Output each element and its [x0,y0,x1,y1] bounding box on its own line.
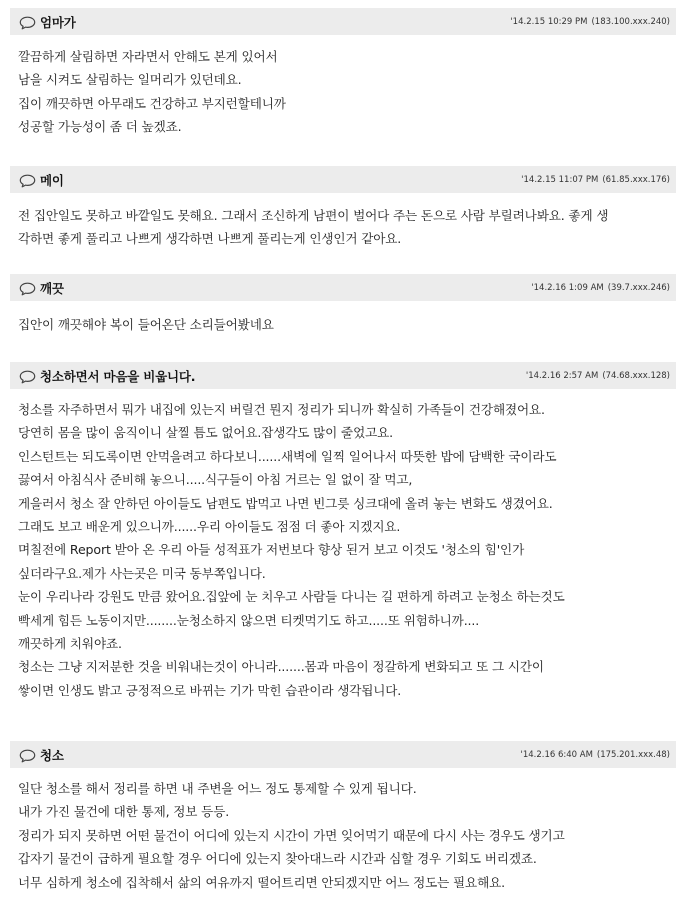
comment-text-line: 당연히 몸을 많이 움직이니 살찔 틈도 없어요.잡생각도 많이 줄었고요. [18,425,393,441]
comment-text-line: 깨끗하게 치워야죠. [18,636,122,652]
comment-author[interactable]: 엄마가 [40,14,76,30]
comment-text-line: 빡세게 힘든 노동이지만........눈청소하지 않으면 티켓먹기도 하고.....또 위험하니까.... [18,612,480,628]
comment-body [10,768,676,894]
comment-item [10,362,676,737]
comment-date: '14.2.16 1:09 AM [531,282,604,293]
comment-meta [526,371,676,381]
comment-header [10,741,676,768]
speech-bubble-icon [19,15,36,29]
comment-date: '14.2.16 6:40 AM [520,749,593,760]
comment-ip: (183.100.xxx.240) [591,16,670,27]
comment-item [10,8,676,163]
comment-text-line: 너무 심하게 청소에 집착해서 삶의 여유까지 떨어트리면 안되겠지만 어느 정도는 필요해요. [18,874,505,890]
comment-body [10,389,676,737]
comment-item [10,166,676,271]
comment-author-wrap [10,171,64,189]
comment-header [10,362,676,389]
comment-text-line: 정리가 되지 못하면 어떤 물건이 어디에 있는지 시간이 가면 잊어먹기 때문에 다시 사는 경우도 생기고 [18,827,565,843]
comment-text-line: 청소는 그냥 지저분한 것을 비워내는것이 아니라.......몸과 마음이 정갈하게 변화되고 또 그 시간이 [18,659,544,675]
comment-body [10,193,676,271]
comment-author[interactable]: 메이 [40,172,64,188]
comment-date: '14.2.16 2:57 AM [525,370,599,381]
comment-text-line: 갑자기 물건이 급하게 필요할 경우 어디에 있는지 찾아대느라 시간과 심할 경우 기회도 버리겠죠. [18,851,537,867]
comment-date: '14.2.15 11:07 PM [521,174,599,185]
comment-ip: (39.7.xxx.246) [607,282,670,293]
comment-text-line: 전 집안일도 못하고 바깥일도 못해요. 그래서 조신하게 남편이 벌어다 주는 돈으로 사람 부릴려나봐요. 좋게 생 [18,208,609,223]
speech-bubble-icon [19,369,36,383]
comment-text-line: 깔끔하게 살림하면 자라면서 안해도 본게 있어서 [18,49,278,64]
comment-text-line: 며칠전에 Report 받아 온 우리 아들 성적표가 저번보다 향상 된거 보고 이것도 '청소의 힘'인가 [18,542,525,558]
comment-ip: (61.85.xxx.176) [602,174,670,185]
comment-meta [531,283,676,293]
comment-author-wrap [10,367,195,385]
comment-list [0,8,684,894]
comment-text-line: 일단 청소를 해서 정리를 하면 내 주변을 어느 정도 통제할 수 있게 됩니다. [18,781,417,796]
comment-body [10,301,676,358]
comment-text-line: 끓여서 아침식사 준비해 놓으니.....식구들이 아침 거르는 일 없이 잘 먹고, [18,472,413,488]
comment-text-line: 싶더라구요.제가 사는곳은 미국 동부쪽입니다. [18,565,266,581]
speech-bubble-icon [19,748,36,762]
comment-text-line: 내가 가진 물건에 대한 통제, 정보 등등. [18,804,230,820]
comment-header [10,274,676,301]
comment-item [10,274,676,358]
comment-header [10,166,676,193]
comment-author[interactable]: 깨끗 [40,280,64,296]
comment-text-line: 인스턴트는 되도록이면 안먹을려고 하다보니......새벽에 일찍 일어나서 따뜻한 밥에 담백한 국이라도 [18,448,557,464]
comment-meta [520,750,676,760]
comment-meta [510,17,676,27]
comment-item [10,741,676,894]
comment-meta [521,175,676,185]
speech-bubble-icon [19,173,36,187]
comment-text-line: 각하면 좋게 풀리고 나쁘게 생각하면 나쁘게 풀리는게 인생인거 같아요. [18,231,402,247]
comment-text-line: 청소를 자주하면서 뭐가 내집에 있는지 버릴건 뭔지 정리가 되니까 확실히 가족들이 건강해졌어요. [18,402,545,417]
comment-date: '14.2.15 10:29 PM [510,16,588,27]
comment-header [10,8,676,35]
comment-author[interactable]: 청소하면서 마음을 비웁니다. [40,368,196,384]
comment-text-line: 성공할 가능성이 좀 더 높겠죠. [18,119,182,135]
comment-text-line: 게을러서 청소 잘 안하던 아이들도 남편도 밥먹고 나면 빈그릇 싱크대에 올려 놓는 변화도 생겼어요. [18,495,553,511]
comment-text-line: 쌓이면 인생도 밝고 긍정적으로 바뀌는 기가 막힌 습관이라 생각됩니다. [18,682,402,698]
comment-author-wrap [10,13,76,31]
comment-text-line: 집이 깨끗하면 아무래도 건강하고 부지런할테니까 [18,95,286,111]
comment-body [10,35,676,163]
comment-author-wrap [10,279,64,297]
comment-author-wrap [10,746,64,764]
comment-text-line: 집안이 깨끗해야 복이 들어온단 소리들어봤네요 [18,317,274,332]
comment-text-line: 눈이 우리나라 강원도 만큼 왔어요.집앞에 눈 치우고 사람들 다니는 길 편하게 하려고 눈청소 하는것도 [18,589,565,605]
comment-text-line: 남을 시켜도 살림하는 일머리가 있던데요. [18,72,242,88]
comment-ip: (74.68.xxx.128) [602,370,670,381]
comment-ip: (175.201.xxx.48) [596,749,670,760]
comment-text-line: 그래도 보고 배운게 있으니까......우리 아이들도 점점 더 좋아 지겠지요. [18,519,401,535]
comment-author[interactable]: 청소 [40,747,64,763]
speech-bubble-icon [19,281,36,295]
